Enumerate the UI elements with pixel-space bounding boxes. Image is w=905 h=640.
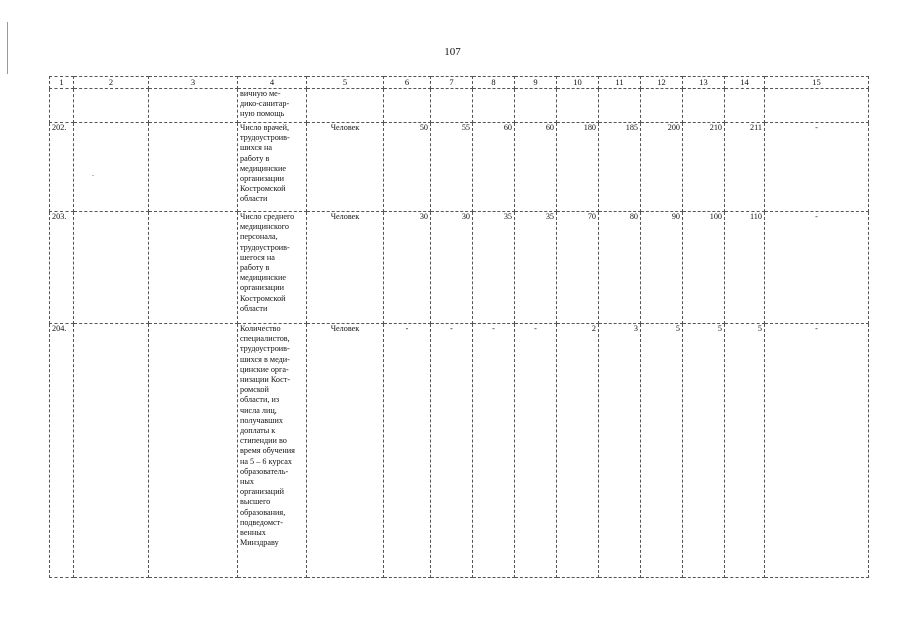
indicator-name: [238, 324, 307, 578]
note-cell: [765, 89, 869, 123]
value-cell-year-8: -: [473, 324, 515, 578]
header-col-15: 15: [765, 77, 869, 89]
indicator-name-line: на 5 – 6 курсах: [240, 456, 292, 466]
header-col-10: 10: [557, 77, 599, 89]
indicator-name-line: образователь-: [240, 466, 289, 476]
indicator-name-line: Костромской: [240, 184, 286, 194]
value-cell-year-14: 110: [725, 212, 765, 324]
value-cell-year-11: [599, 89, 641, 123]
indicator-name-line: медицинские: [240, 163, 287, 173]
value-cell-year-8: [473, 89, 515, 123]
row-col-3: [149, 212, 238, 324]
indicator-name-line: Число врачей,: [240, 123, 290, 132]
unit-cell: Человек: [307, 123, 384, 212]
value-cell-year-14: [725, 89, 765, 123]
indicator-name-line: низации Кост-: [240, 375, 291, 385]
value-cell-year-6: 30: [384, 212, 431, 324]
value-cell-year-8: 35: [473, 212, 515, 324]
indicator-name-line: персонала,: [240, 232, 278, 242]
row-col-2: [74, 324, 149, 578]
value-cell-year-12: 90: [641, 212, 683, 324]
header-col-1: 1: [50, 77, 74, 89]
value-cell-year-10: 70: [557, 212, 599, 324]
row-col-2: [74, 123, 149, 212]
indicator-name-line: шихся на: [240, 143, 273, 153]
value-cell-year-9: 35: [515, 212, 557, 324]
row-col-2: [74, 89, 149, 123]
indicator-name-line: дико-санитар-: [240, 99, 290, 109]
indicator-name-line: венных: [240, 528, 266, 538]
row-col-3: [149, 324, 238, 578]
table-header-row: [50, 77, 869, 89]
value-cell-year-9: [515, 89, 557, 123]
header-col-6: 6: [384, 77, 431, 89]
indicator-name-line: высшего: [240, 497, 271, 507]
indicator-name-line: вичную ме-: [240, 89, 281, 98]
row-col-3: [149, 89, 238, 123]
header-col-9: 9: [515, 77, 557, 89]
table-row: [50, 89, 869, 123]
header-col-5: 5: [307, 77, 384, 89]
indicator-name-line: области: [240, 303, 268, 313]
value-cell-year-10: 2: [557, 324, 599, 578]
value-cell-year-7: -: [431, 324, 473, 578]
indicator-name-line: медицинского: [240, 222, 289, 232]
value-cell-year-9: -: [515, 324, 557, 578]
value-cell-year-7: 55: [431, 123, 473, 212]
indicator-name: [238, 123, 307, 212]
row-number: [50, 89, 74, 123]
indicator-name-line: стипендии во: [240, 436, 287, 446]
indicator-name-line: трудоустроив-: [240, 344, 290, 354]
value-cell-year-11: 80: [599, 212, 641, 324]
header-col-12: 12: [641, 77, 683, 89]
value-cell-year-6: [384, 89, 431, 123]
indicator-name-line: трудоустроив-: [240, 242, 290, 252]
value-cell-year-11: 185: [599, 123, 641, 212]
indicator-name-line: области, из: [240, 395, 280, 405]
header-col-13: 13: [683, 77, 725, 89]
indicator-name-line: доплаты к: [240, 426, 276, 436]
header-col-7: 7: [431, 77, 473, 89]
indicator-name-line: шихся в меди-: [240, 354, 290, 364]
indicator-name-line: области: [240, 194, 268, 204]
value-cell-year-9: 60: [515, 123, 557, 212]
indicator-name-line: работу в: [240, 263, 270, 273]
indicator-name-line: числа лиц,: [240, 405, 277, 415]
value-cell-year-13: [683, 89, 725, 123]
unit-cell: Человек: [307, 324, 384, 578]
indicator-name-line: специалистов,: [240, 334, 290, 344]
indicator-name: [238, 212, 307, 324]
indicator-name-line: Минздраву: [240, 538, 279, 548]
note-cell: -: [765, 212, 869, 324]
indicator-name-line: образования,: [240, 507, 286, 517]
note-cell: -: [765, 324, 869, 578]
row-number: 202.: [50, 123, 74, 212]
indicator-name-line: Число среднего: [240, 212, 295, 221]
header-col-11: 11: [599, 77, 641, 89]
value-cell-year-8: 60: [473, 123, 515, 212]
table-row: [50, 123, 869, 212]
note-cell: -: [765, 123, 869, 212]
indicator-name-line: ромской: [240, 385, 269, 395]
table-body: [50, 89, 869, 578]
unit-cell: [307, 89, 384, 123]
indicator-name-line: медицинские: [240, 273, 287, 283]
indicator-name-line: шегося на: [240, 252, 275, 262]
value-cell-year-13: 210: [683, 123, 725, 212]
value-cell-year-13: 5: [683, 324, 725, 578]
indicator-name-line: работу в: [240, 153, 270, 163]
value-cell-year-6: -: [384, 324, 431, 578]
indicator-name-line: организаций: [240, 487, 284, 497]
indicator-name: [238, 89, 307, 123]
table-row: [50, 324, 869, 578]
value-cell-year-11: 3: [599, 324, 641, 578]
indicator-name-line: Костромской: [240, 293, 286, 303]
value-cell-year-14: 211: [725, 123, 765, 212]
header-col-2: 2: [74, 77, 149, 89]
value-cell-year-10: [557, 89, 599, 123]
value-cell-year-12: [641, 89, 683, 123]
value-cell-year-10: 180: [557, 123, 599, 212]
indicator-name-line: организации: [240, 174, 284, 184]
value-cell-year-12: 200: [641, 123, 683, 212]
header-col-14: 14: [725, 77, 765, 89]
value-cell-year-12: 5: [641, 324, 683, 578]
value-cell-year-6: 50: [384, 123, 431, 212]
indicator-name-line: ных: [240, 477, 254, 487]
page-number: 107: [444, 46, 461, 58]
value-cell-year-13: 100: [683, 212, 725, 324]
row-col-2: [74, 212, 149, 324]
value-cell-year-14: 5: [725, 324, 765, 578]
header-col-8: 8: [473, 77, 515, 89]
indicator-name-line: ную помощь: [240, 109, 285, 119]
indicator-name-line: организации: [240, 283, 284, 293]
indicator-name-line: получавших: [240, 415, 283, 425]
value-cell-year-7: [431, 89, 473, 123]
header-col-3: 3: [149, 77, 238, 89]
header-col-4: 4: [238, 77, 307, 89]
unit-cell: Человек: [307, 212, 384, 324]
indicator-name-line: время обучения: [240, 446, 295, 456]
indicator-name-line: трудоустроив-: [240, 133, 290, 143]
indicator-name-line: подведомст-: [240, 517, 283, 527]
row-number: 203.: [50, 212, 74, 324]
indicators-table: [49, 76, 869, 578]
row-number: 204.: [50, 324, 74, 578]
table-row: [50, 212, 869, 324]
row-col-3: [149, 123, 238, 212]
indicator-name-line: цинские орга-: [240, 364, 289, 374]
indicator-name-line: Количество: [240, 324, 281, 333]
value-cell-year-7: 30: [431, 212, 473, 324]
